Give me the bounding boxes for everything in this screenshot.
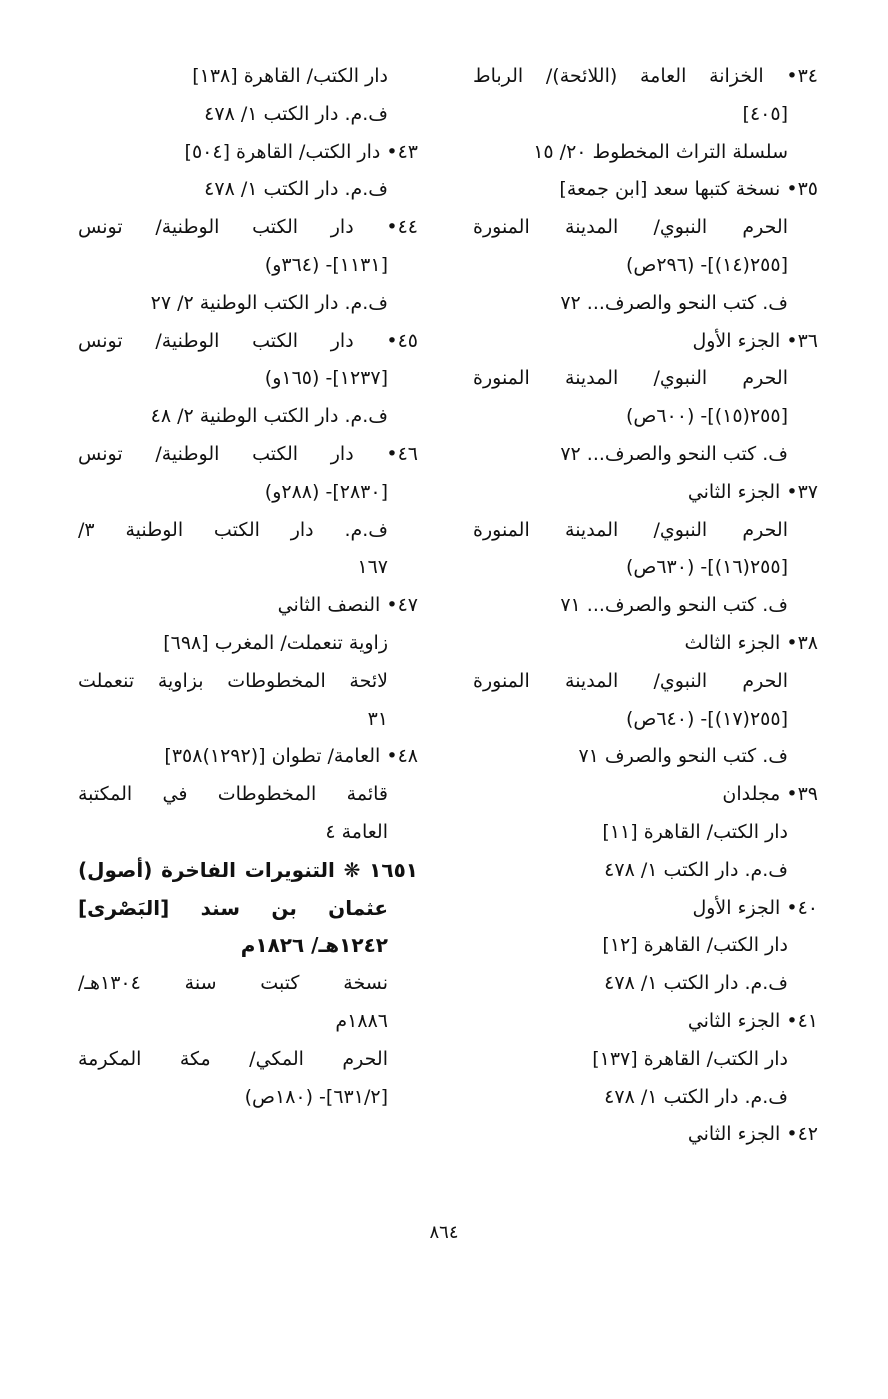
text-line: [٢٥٥(١٤)]- (٢٩٦ص) — [625, 253, 788, 276]
text-line: [٢٥٥(١٧)]- (٦٤٠ص) — [625, 707, 788, 730]
text-line: العامة ٤ — [325, 820, 388, 843]
text-line: ف. كتب النحو والصرف ٧١ — [578, 745, 788, 768]
text-line: ٤٧• النصف الثاني — [277, 594, 418, 617]
text-line: ف.م. دار الكتب ١/ ٤٧٨ — [204, 178, 388, 201]
text-line: [٢٥٥(١٥)]- (٦٠٠ص) — [625, 405, 788, 428]
text-line: ٤١• الجزء الثاني — [687, 1009, 818, 1032]
text-line: ف. كتب النحو والصرف... ٧١ — [560, 594, 788, 617]
text-line: دار الكتب/ القاهرة [١١] — [602, 820, 788, 843]
text-line: ١٢٤٢هـ/ ١٨٢٦م — [240, 933, 388, 958]
text-line: ٤٨• العامة/ تطوان [(١٢٩٢)٣٥٨] — [164, 745, 418, 768]
text-line: دار الكتب/ القاهرة [١٣٨] — [192, 65, 388, 87]
text-line: [٢٥٥(١٦)]- (٦٣٠ص) — [625, 556, 788, 579]
text-line: ف.م. دار الكتب الوطنية ٢/ ٤٨ — [150, 405, 388, 428]
text-line: ف.م. دار الكتب الوطنية ٢/ ٢٧ — [150, 291, 388, 314]
text-line: نسخة كتبت سنة ١٣٠٤هـ/ — [78, 972, 388, 995]
text-line: ٣٤• الخزانة العامة (اللائحة)/ الرباط — [473, 65, 818, 87]
text-line: ٣٧• الجزء الثاني — [687, 480, 818, 503]
text-line: الحرم النبوي/ المدينة المنورة — [473, 216, 788, 239]
text-line: قائمة المخطوطات في المكتبة — [78, 783, 388, 806]
text-line: ١٦٧ — [357, 556, 388, 579]
text-line: ٣٨• الجزء الثالث — [684, 631, 818, 654]
text-line: ٣٥• نسخة كتبها سعد [ابن جمعة] — [559, 178, 818, 201]
text-line: ٣٩• مجلدان — [722, 783, 818, 806]
text-line: ف. كتب النحو والصرف... ٧٢ — [560, 442, 788, 465]
left-column — [78, 58, 418, 1116]
text-line: ف.م. دار الكتب ١/ ٤٧٨ — [604, 858, 788, 881]
text-line: الحرم المكي/ مكة المكرمة — [78, 1047, 388, 1070]
text-line: الحرم النبوي/ المدينة المنورة — [473, 669, 788, 692]
text-line: ف.م. دار الكتب ١/ ٤٧٨ — [604, 1085, 788, 1108]
text-line: ٤٥• دار الكتب الوطنية/ تونس — [78, 329, 418, 352]
text-line: [٤٠٥] — [742, 102, 788, 125]
text-line: ٤٣• دار الكتب/ القاهرة [٥٠٤] — [184, 140, 418, 163]
text-line: ف.م. دار الكتب ١/ ٤٧٨ — [604, 972, 788, 995]
page-number: ٨٦٤ — [429, 1222, 459, 1243]
text-line: لائحة المخطوطات بزاوية تنعملت — [78, 669, 388, 692]
text-line: ف.م. دار الكتب ١/ ٤٧٨ — [204, 102, 388, 125]
text-line: دار الكتب/ القاهرة [١٣٧] — [592, 1047, 788, 1070]
text-line: ٤٦• دار الكتب الوطنية/ تونس — [78, 442, 418, 465]
text-line: ١٦٥١ ❋ التنويرات الفاخرة (أصول) — [78, 857, 418, 882]
text-line: [٢٨٣٠]- (٢٨٨و) — [264, 480, 388, 503]
text-line: ف. كتب النحو والصرف... ٧٢ — [560, 291, 788, 314]
text-line: [١٢٣٧]- (١٦٥و) — [264, 367, 388, 390]
text-line: ٤٤• دار الكتب الوطنية/ تونس — [78, 216, 418, 239]
text-line: الحرم النبوي/ المدينة المنورة — [473, 367, 788, 390]
text-line: ٤٢• الجزء الثاني — [687, 1123, 818, 1146]
text-line: ١٨٨٦م — [335, 1009, 388, 1032]
text-line: عثمان بن سند [البَصْرى] — [78, 895, 388, 920]
text-line: ٣٦• الجزء الأول — [692, 329, 818, 352]
right-column — [473, 58, 818, 1154]
text-line: ٣١ — [367, 707, 388, 730]
text-line: ٤٠• الجزء الأول — [692, 896, 818, 919]
text-line: سلسلة التراث المخطوط ٢٠/ ١٥ — [533, 140, 788, 163]
text-line: زاوية تنعملت/ المغرب [٦٩٨] — [163, 631, 388, 654]
text-line: الحرم النبوي/ المدينة المنورة — [473, 518, 788, 541]
text-line: دار الكتب/ القاهرة [١٢] — [602, 934, 788, 957]
text-line: ف.م. دار الكتب الوطنية ٣/ — [78, 518, 388, 541]
text-line: [١١٣١]- (٣٦٤و) — [264, 253, 388, 276]
text-line: [٦٣١/٢]- (١٨٠ص) — [244, 1085, 388, 1108]
